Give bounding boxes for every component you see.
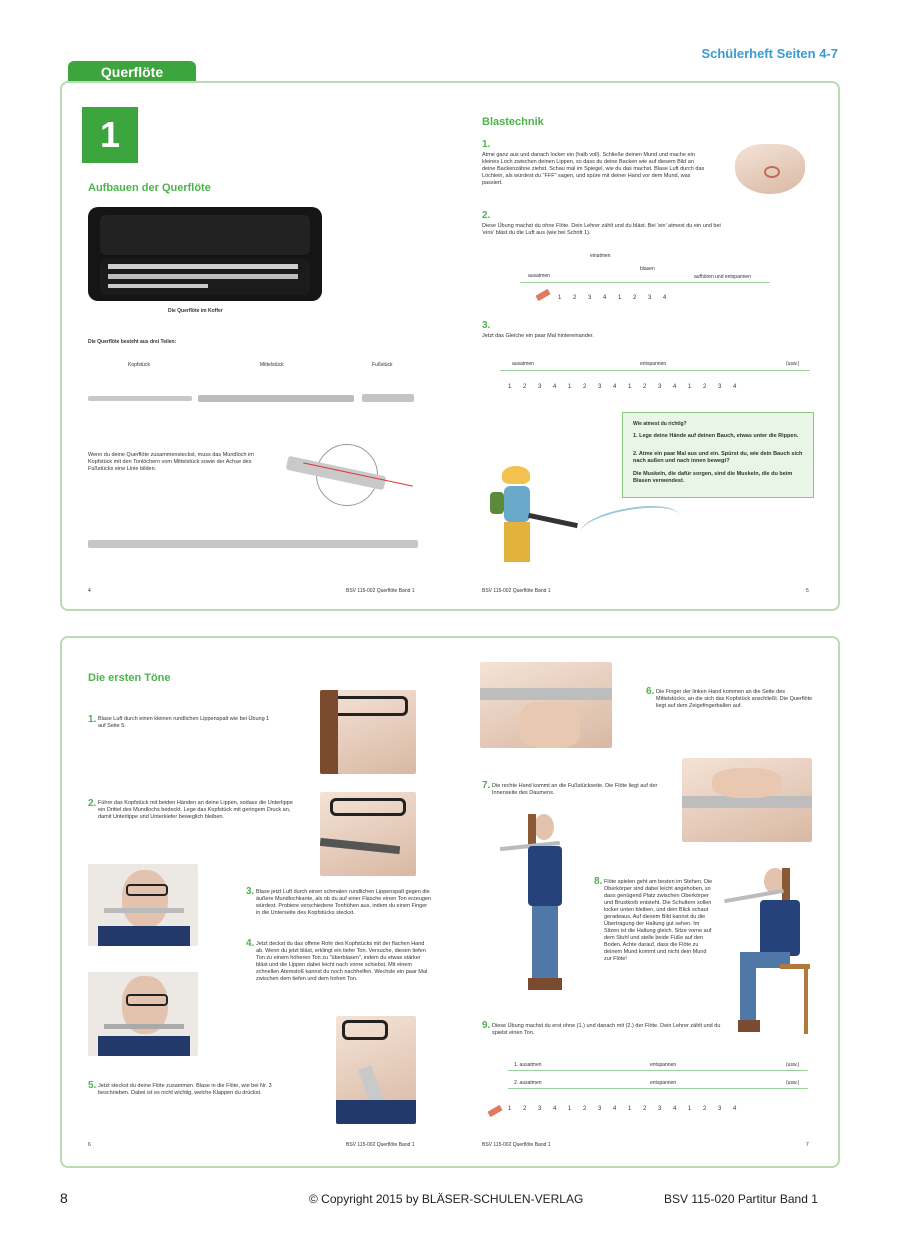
step-number: 1. <box>88 714 97 725</box>
page-number-4: 4 <box>88 588 91 594</box>
rhythm-line <box>508 1088 808 1089</box>
rhythm-label: (usw.) <box>786 1080 800 1086</box>
photo-girl-headjoint <box>88 864 198 946</box>
step-text: Jetzt deckst du das offene Rohr des Kopfstücks mit der flachen Hand ab. Wenn du jetzt bläst, erklingt ein tiefer Ton. Versuche, diesen tiefen Ton zu einem höheren Ton zu "überblasen", indem du etwas stärker bläst und die Lippen dabei leicht nach vorne schiebst. Mit einem schnellen Atemstoß kannst du noch nachhelfen. Wechsle ein paar Mal zwischen dem tiefen und dem hohen Ton. <box>256 941 428 982</box>
part-label-mittelstueck: Mittelstück <box>260 362 284 368</box>
rhythm-line <box>500 370 810 371</box>
page-ref-5: BSV 115-002 Querflöte Band 1 <box>482 588 551 594</box>
rhythm-label: (usw.) <box>786 1062 800 1068</box>
mouth-illustration <box>735 144 805 194</box>
step-number: 9. <box>482 1020 491 1031</box>
photo-headjoint-lips <box>320 792 416 876</box>
step-number: 3. <box>482 320 491 331</box>
rhythm-label: entspannen <box>650 1080 677 1086</box>
page-ref-4: BSV 115-002 Querflöte Band 1 <box>346 588 415 594</box>
rhythm-label: entspannen <box>650 1062 677 1068</box>
footjoint-image <box>362 394 414 402</box>
page-ref-7: BSV 115-002 Querflöte Band 1 <box>482 1142 551 1148</box>
photo-right-hand <box>682 758 812 842</box>
step-number: 1. <box>482 139 491 150</box>
instrument-tab: Querflöte <box>68 61 196 83</box>
chapter-number: 1 <box>82 107 138 163</box>
assembly-text: Wenn du deine Querflöte zusammensteckst, muss das Mundloch im Kopfstück mit den Tonlöchern vom Mittelstück sowie der Achse des Fußstücks eine Linie bilden. <box>88 452 254 472</box>
rhythm-label: ausatmen <box>528 273 550 279</box>
step-text: Diese Übung machst du ohne Flöte. Dein Lehrer zählt und du bläst. Bei 'ein' atmest du ein und bei 'eins' bläst du die Luft aus (wie bei Schritt 1). <box>482 223 721 236</box>
step-text: Die rechte Hand kommt an die Fußstückseite. Die Flöte liegt auf der Innenseite des Daumens. <box>492 783 658 796</box>
step-number: 3. <box>246 886 255 897</box>
step-number: 6. <box>646 686 655 697</box>
part-label-fussstueck: Fußstück <box>372 362 393 368</box>
step-number: 2. <box>482 210 491 221</box>
count-row: 1 2 3 4 1 2 3 4 1 2 3 4 1 2 3 4 <box>508 384 742 390</box>
step-number: 2. <box>88 798 97 809</box>
photo-girl-covering-tube <box>88 972 198 1056</box>
boy-blowing-illustration <box>484 466 694 576</box>
step-text: Führe das Kopfstück mit beiden Händen an deine Lippen, sodass die Unterlippe ein Drittel des Mundlochs bedeckt. Lege das Kopfstück mit geringem Druck an, damit Unterlippe und Unterkiefer beweglich bleiben. <box>98 800 293 820</box>
section-title-erste-toene: Die ersten Töne <box>88 672 171 684</box>
page-number-5: 5 <box>806 588 809 594</box>
rhythm-label: aufhören und entspannen <box>694 274 751 280</box>
step-text: Flöte spielen geht am besten im Stehen. Die Oberkörper sind dabei leicht angehoben, so dass genügend Platz zwischen Oberkörper und Brustkorb entsteht. Die Schultern sollen locker unten bleiben, und dein Blick schaut geradeaus. Auf diesem Bild kannst du die Übertragung der Haltung gut sehen. Im Sitzen ist die Haltung gleich. Sitze vorne auf dem Stuhl und stelle beide Füße auf den Boden. Achte darauf, dass die Flöte zu deinem Mund kommt und nicht dein Mund zur Flöte! <box>604 879 713 962</box>
step-text: Blase jetzt Luft durch einen schmalen rundlichen Lippenspalt gegen die äußere Mundlochkante, als ob du auf einer Flasche einen Ton erzeugen würdest. Probiere verschiedene Tonhöhen aus, indem du einen Finger in die Unterseite des Kopfstücks steckst. <box>256 889 432 916</box>
part-label-kopfstueck: Kopfstück <box>128 362 150 368</box>
step-text: Blase Luft durch einen kleinen rundlichen Lippenspalt wie bei Übung 1 auf Seite 5. <box>98 716 270 729</box>
step-text: Atme ganz aus und danach locker ein (halb voll). Schließe deinen Mund und mache ein kleines Loch zwischen deinen Lippen, so dass du deine Backen wie auf diesem Bild an deine Backenzähne ziehst. Schau mal im Spiegel, wie du das machst. Blase Luft durch das Löchlein, als würdest du "FFF" sagen, und spüre mit deiner Hand vor dem Mund, was passiert. <box>482 152 705 186</box>
step-number: 7. <box>482 780 491 791</box>
rhythm-label: 1. ausatmen <box>514 1062 542 1068</box>
page-number-7: 7 <box>806 1142 809 1148</box>
photo-left-hand <box>480 662 612 748</box>
section-title-aufbauen: Aufbauen der Querflöte <box>88 182 211 194</box>
top-spread-panel <box>60 81 840 611</box>
rhythm-label: einatmen <box>590 253 611 259</box>
headjoint-image <box>88 396 192 401</box>
callout-item: 1. Lege deine Hände auf deinen Bauch, etwas unter die Rippen. <box>633 433 799 439</box>
case-caption: Die Querflöte im Koffer <box>168 308 223 314</box>
rhythm-label: 2. ausatmen <box>514 1080 542 1086</box>
girl-standing-figure <box>500 814 580 1004</box>
page-number-6: 6 <box>88 1142 91 1148</box>
alignment-detail-image <box>282 444 414 506</box>
rhythm-label: (usw.) <box>786 361 800 367</box>
rhythm-line <box>508 1070 808 1071</box>
header-title: Schülerheft Seiten 4-7 <box>701 46 838 61</box>
count-row: 1 2 3 4 1 2 3 4 1 2 3 4 1 2 3 4 <box>508 1106 742 1112</box>
step-number: 4. <box>246 938 255 949</box>
section-title-blastechnik: Blastechnik <box>482 116 544 128</box>
footer-page-number: 8 <box>60 1190 68 1206</box>
step-number: 5. <box>88 1080 97 1091</box>
footer-copyright: © Copyright 2015 by BLÄSER-SCHULEN-VERLAG <box>309 1192 584 1206</box>
rhythm-label: ausatmen <box>512 361 534 367</box>
count-row: 1 2 3 4 1 2 3 4 <box>558 295 672 301</box>
rhythm-label: entspannen <box>640 361 667 367</box>
girl-sitting-figure <box>724 866 814 1038</box>
page-ref-6: BSV 115-002 Querflöte Band 1 <box>346 1142 415 1148</box>
callout-title: Wie atmest du richtig? <box>633 421 687 427</box>
assembled-flute-image <box>88 540 418 548</box>
photo-lips <box>320 690 416 774</box>
parts-intro: Die Querflöte besteht aus drei Teilen: <box>88 339 177 345</box>
callout-item: 2. Atme ein paar Mal aus und ein. Spürst du, wie dein Bauch sich nach außen und nach innen bewegt? <box>633 451 803 464</box>
step-text: Jetzt steckst du deine Flöte zusammen. Blase in die Flöte, wie bei Nr. 3 beschrieben. Dabei ist es nicht wichtig, welche Klappen du drückst. <box>98 1083 272 1096</box>
step-text: Die Finger der linken Hand kommen an die Seite des Mittelstücks, an die sich das Kopfstück anschließt. Die Querflöte liegt auf dem Zeigefingerballen auf. <box>656 689 813 709</box>
step-text: Diese Übung machst du erst ohne (1.) und danach mit (2.) der Flöte. Dein Lehrer zählt und du spielst einen Ton. <box>492 1023 721 1036</box>
rhythm-label: blasen <box>640 266 655 272</box>
photo-flute-at-lips <box>336 1016 416 1124</box>
callout-item: Die Muskeln, die dafür sorgen, sind die Muskeln, die du beim Blasen verwendest. <box>633 471 793 484</box>
flute-case-image <box>88 207 322 301</box>
footer-catalog: BSV 115-020 Partitur Band 1 <box>664 1192 818 1206</box>
step-text: Jetzt das Gleiche ein paar Mal hintereinander. <box>482 333 594 339</box>
body-joint-image <box>198 395 354 402</box>
step-number: 8. <box>594 876 603 887</box>
rhythm-line <box>520 282 770 283</box>
